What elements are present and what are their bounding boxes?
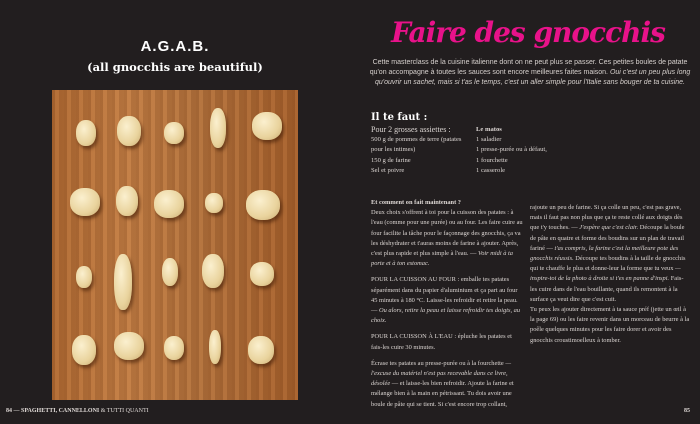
gnocchi: [114, 254, 132, 310]
equipment-item: 1 fourchette: [476, 156, 508, 164]
gnocchi: [162, 258, 178, 286]
aside: — inspire-toi de la photo à droite si t'es en panne d'inspi.: [530, 265, 681, 283]
ingredient-item: 500 g de pommes de terre (patates pour les intimes): [371, 136, 462, 154]
text: Écrase tes patates au presse-purée ou à la fourchette: [371, 359, 506, 367]
text: — et laisse-les bien refroidir. Ajoute la farine et mélange bien à la main en pétrissant. Tu dois avoir une boule de pâte qui se tient. Si c'est encore trop collant,: [371, 380, 514, 408]
ingredients-heading: Pour 2 grosses assiettes :: [371, 125, 451, 134]
equipment-item: 1 casserole: [476, 166, 506, 174]
aside: Voir midi à ta porte et à ton estomac.: [371, 250, 513, 268]
right-page-number: 85: [684, 408, 690, 414]
text: Découpe tes boudins à la taille de gnocchis qui te chauffe le plus et donne-leur la forme que tu veux: [530, 255, 686, 273]
gnocchi: [246, 190, 280, 220]
text: Deux choix s'offrent à toi pour la cuisson des patates : à l'eau (comme pour une purée) ou au four. Les faire cuire au four facilite la tâche pour le façonnage des gnocchis, ça va les déshydrater et t'auras moins de farine à ajouter. Après, c'est plus rapide et plus simple à l'eau. —: [371, 209, 523, 258]
paragraph: Tu peux les ajouter directement à ta sauce préf (jette un œil à la page 69) ou les faire revenir dans un morceau de beurre à la poêle quelques minutes pour les faire dorer et avoir des gnocchis croustimoelleux à tomber.: [530, 306, 690, 344]
gnocchi: [70, 188, 100, 216]
equipment-item: 1 presse-purée ou à défaut,: [476, 146, 547, 154]
aside: Ou alors, retire la peau et laisse refroidir tes doigts, au choix.: [371, 307, 521, 325]
gnocchi: [164, 336, 184, 360]
equipment-heading: Le matos: [476, 126, 502, 133]
paragraph: [371, 275, 523, 326]
text: Fais-les cuire dans de l'eau bouillante, quand ils remontent à la surface ça veut dire que c'est cuit.: [530, 275, 684, 303]
aside: J'espère que c'est clair.: [579, 224, 639, 232]
intro-regular: Cette masterclass de la cuisine italienne dont on ne peut plus se passer. Ces petites boules de patate qu'on accompagne à toutes les sauces sont encore meilleures faites maison.: [369, 59, 688, 76]
method-column-2: [530, 203, 690, 346]
ingredient-item: Sel et poivre: [371, 166, 405, 174]
gnocchi: [117, 116, 141, 146]
gnocchi: [114, 332, 144, 360]
left-page-title: A.G.A.B.: [140, 38, 210, 55]
gnocchi: [116, 186, 138, 216]
gnocchi: [250, 262, 274, 286]
gnocchi: [154, 190, 184, 218]
aside: — l'excuse du matériel n'est pas recevable dans ce livre, désolée: [371, 359, 512, 388]
text: rajoute un peu de farine. Si ça colle un peu, c'est pas grave, mais il faut pas non plus que ça te reste collé aux doigts dès que t'y touches. —: [530, 204, 683, 232]
equipment-list: [476, 125, 586, 176]
paragraph: [371, 359, 523, 410]
intro-italic: Oui c'est un peu plus long qu'ouvrir un sachet, mais si t'as le temps, c'est un aller simple pour l'Italie sans bouger de ta cuisine.: [375, 69, 691, 86]
text: Découpe la boule de pâte en quatre et forme des boudins sur un plan de travail fariné —: [530, 224, 685, 252]
paragraph: POUR LA CUISSON À L'EAU : épluche les patates et fais-les cuire 30 minutes.: [371, 333, 512, 351]
paragraph: [371, 208, 523, 269]
gnocchi: [164, 122, 184, 144]
ingredients-title: Il te faut :: [371, 112, 428, 123]
gnocchi: [209, 330, 221, 364]
recipe-title: Faire des gnocchis: [391, 16, 665, 49]
equipment-item: 1 saladier: [476, 136, 502, 144]
page-number: 84: [6, 408, 12, 414]
gnocchi-photo: [52, 90, 298, 400]
gnocchi: [76, 266, 92, 288]
gnocchi: [210, 108, 226, 148]
method-heading: Et comment on fait maintenant ?: [371, 199, 461, 206]
gnocchi: [205, 193, 223, 213]
gnocchi: [252, 112, 282, 140]
method-column-1: [371, 198, 523, 410]
footer-separator: —: [12, 408, 21, 414]
section-name: SPAGHETTI, CANNELLONI: [21, 408, 100, 414]
left-footer: [6, 408, 149, 414]
left-page-subtitle: (all gnocchis are beautiful): [87, 60, 263, 74]
ingredient-item: 150 g de farine: [371, 156, 411, 164]
gnocchi: [202, 254, 224, 288]
text: POUR LA CUISSON AU FOUR : emballe tes patates séparément dans du papier d'aluminium et ça part au four 45 minutes à 180 °C. Laisse-les refroidir et retire la peau. —: [371, 276, 518, 315]
aside: t'as compris, la farine c'est la meilleure pote des gnocchis réussis.: [530, 244, 679, 263]
gnocchi: [72, 335, 96, 365]
gnocchi: [76, 120, 96, 146]
section-name-rest: & TUTTI QUANTI: [99, 408, 149, 414]
intro-text: [365, 58, 695, 88]
ingredients-list: [371, 125, 471, 176]
gnocchi: [248, 336, 274, 364]
paragraph: [530, 203, 690, 305]
